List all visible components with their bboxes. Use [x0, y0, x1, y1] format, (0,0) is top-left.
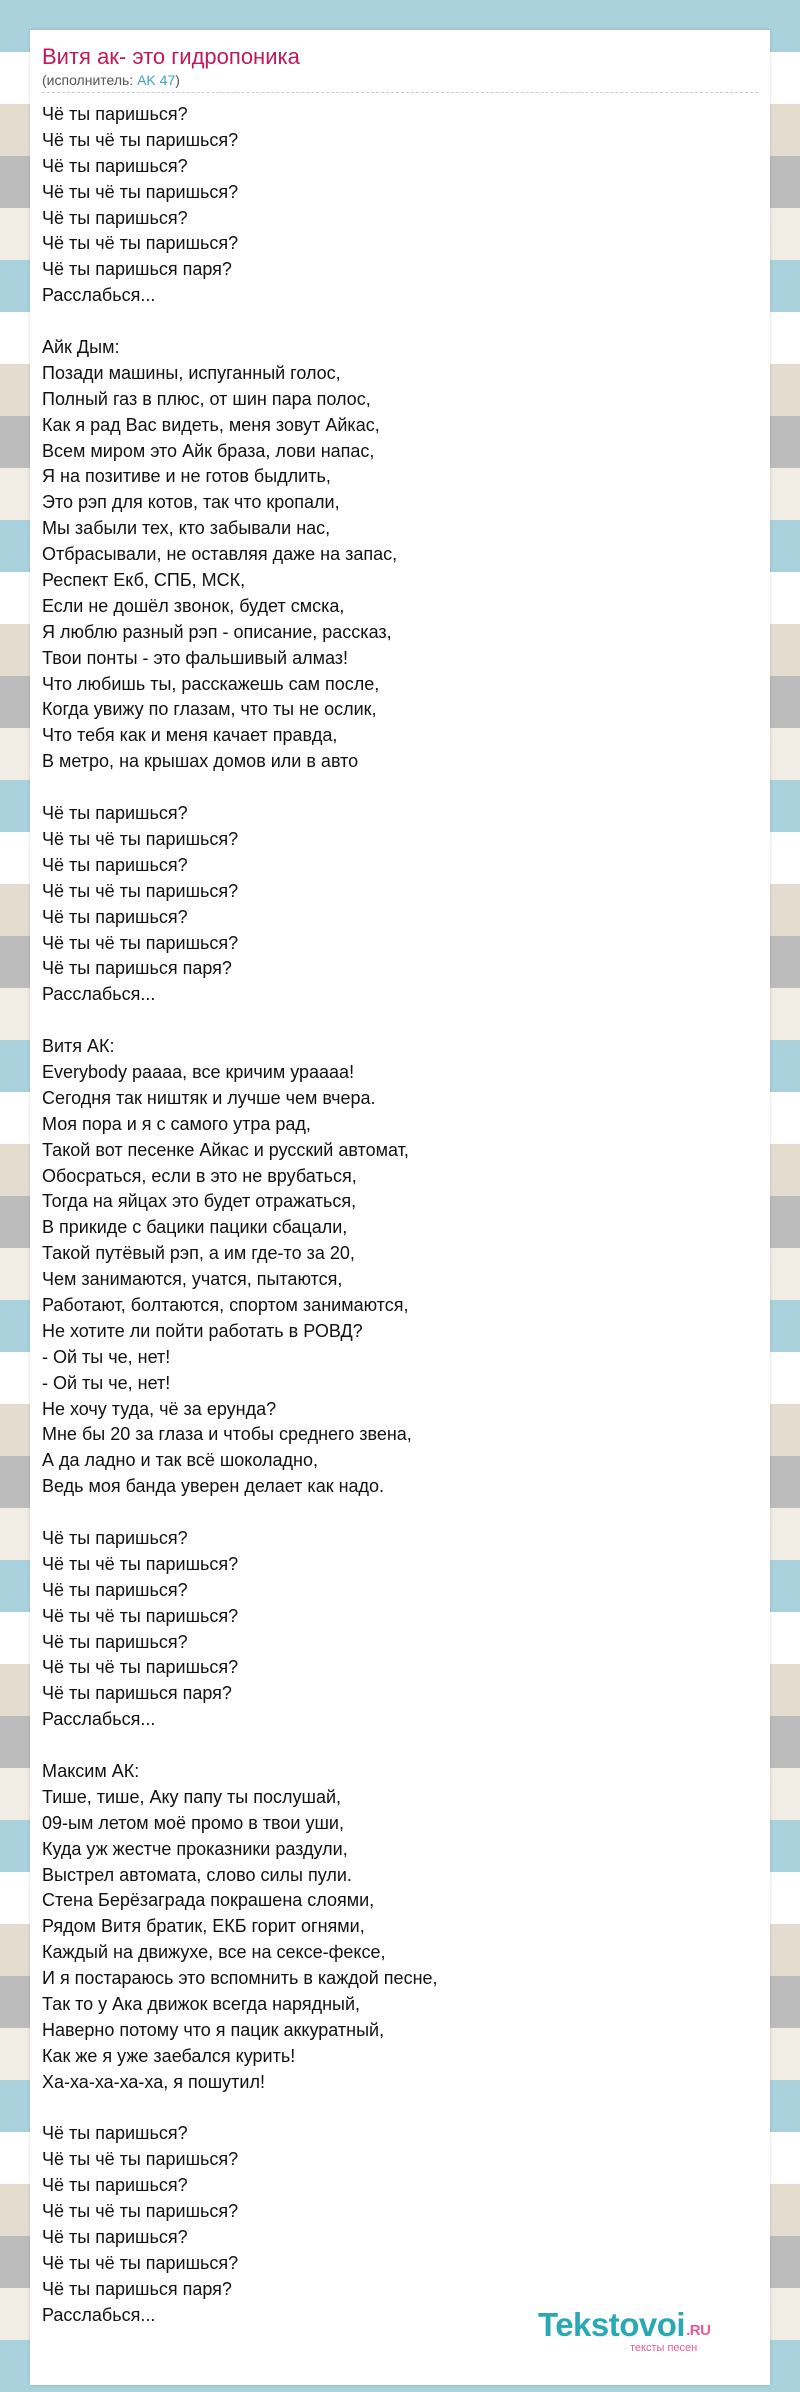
- lyric-line: Позади машины, испуганный голос,: [42, 362, 341, 383]
- lyric-line: Чё ты паришься паря?: [42, 958, 232, 979]
- header-divider: [42, 92, 758, 93]
- lyric-line: Чё ты чё ты паришься?: [42, 828, 239, 849]
- lyric-line: Чё ты паришься?: [42, 2227, 188, 2248]
- lyric-line: Не хотите ли пойти работать в РОВД?: [42, 1320, 363, 1341]
- lyric-line: Чё ты чё ты паришься?: [42, 233, 239, 254]
- lyric-line: Чё ты чё ты паришься?: [42, 1553, 239, 1574]
- lyric-line: Расслабься...: [42, 285, 156, 306]
- lyric-line: Респект Екб, СПБ, МСК,: [42, 570, 246, 591]
- lyric-line: Наверно потому что я пацик аккуратный,: [42, 2019, 385, 2040]
- lyric-line: Когда увижу по глазам, что ты не ослик,: [42, 699, 377, 720]
- lyric-line: Расслабься...: [42, 2304, 156, 2325]
- lyric-blank-line: [42, 309, 758, 335]
- lyric-line: Чё ты паришься?: [42, 854, 188, 875]
- lyric-line: Чё ты паришься?: [42, 1579, 188, 1600]
- lyric-line: Чё ты чё ты паришься?: [42, 2149, 239, 2170]
- lyric-line: Чё ты чё ты паришься?: [42, 1605, 239, 1626]
- lyric-blank-line: [42, 1500, 758, 1526]
- lyric-line: Чё ты чё ты паришься?: [42, 129, 239, 150]
- performer-prefix: (исполнитель:: [42, 72, 138, 88]
- lyric-line: Чё ты паришься?: [42, 1527, 188, 1548]
- lyric-line: Чё ты паришься паря?: [42, 1683, 232, 1704]
- lyric-line: Куда уж жестче проказники раздули,: [42, 1838, 348, 1859]
- lyric-line: Чё ты паришься паря?: [42, 2278, 232, 2299]
- lyric-line: Чё ты паришься паря?: [42, 259, 232, 280]
- lyric-blank-line: [42, 775, 758, 801]
- lyric-line: Чё ты чё ты паришься?: [42, 181, 239, 202]
- lyric-line: Чё ты чё ты паришься?: [42, 1657, 239, 1678]
- lyric-line: Я люблю разный рэп - описание, рассказ,: [42, 621, 392, 642]
- lyric-line: Как же я уже заебался курить!: [42, 2045, 296, 2066]
- lyric-line: Чё ты паришься?: [42, 2123, 188, 2144]
- lyric-line: Чё ты паришься?: [42, 2175, 188, 2196]
- lyric-blank-line: [42, 1733, 758, 1759]
- lyric-line: - Ой ты че, нет!: [42, 1372, 171, 1393]
- lyric-line: Чё ты паришься?: [42, 803, 188, 824]
- lyric-line: Чё ты паришься?: [42, 1631, 188, 1652]
- performer-suffix: ): [175, 72, 180, 88]
- lyric-line: Такой вот песенке Айкас и русский автомат,: [42, 1139, 409, 1160]
- logo-name: Tekstovoi: [538, 2306, 686, 2343]
- lyric-line: Расслабься...: [42, 1709, 156, 1730]
- lyric-line: Выстрел автомата, слово силы пули.: [42, 1864, 352, 1885]
- lyric-line: Тише, тише, Аку папу ты послушай,: [42, 1786, 342, 1807]
- lyric-line: Стена Берёзаграда покрашена слоями,: [42, 1890, 375, 1911]
- lyric-line: Чё ты паришься?: [42, 104, 188, 124]
- lyric-line: Я на позитиве и не готов быдлить,: [42, 466, 331, 487]
- lyric-line: Что тебя как и меня качает правда,: [42, 725, 338, 746]
- lyric-line: - Ой ты че, нет!: [42, 1346, 171, 1367]
- lyric-line: Всем миром это Айк браза, лови напас,: [42, 440, 375, 461]
- lyric-line: В прикиде с бацики пацики сбацали,: [42, 1217, 348, 1238]
- lyric-line: Ведь моя банда уверен делает как надо.: [42, 1476, 385, 1497]
- lyric-line: Тогда на яйцах это будет отражаться,: [42, 1191, 357, 1212]
- site-logo[interactable]: [538, 2306, 778, 2358]
- lyric-line: Максим АК:: [42, 1761, 140, 1781]
- lyric-line: Моя пора и я с самого утра рад,: [42, 1113, 311, 1134]
- lyric-line: Это рэп для котов, так что кропали,: [42, 492, 340, 513]
- lyric-line: Отбрасывали, не оставляя даже на запас,: [42, 544, 398, 565]
- lyric-line: Чё ты паришься?: [42, 155, 188, 176]
- lyric-line: Сегодня так ништяк и лучше чем вчера.: [42, 1087, 376, 1108]
- lyric-line: Витя АК:: [42, 1036, 115, 1057]
- song-title: Витя ак- это гидропоника: [42, 44, 300, 69]
- lyric-line: И я постараюсь это вспомнить в каждой песне,: [42, 1968, 438, 1989]
- lyric-line: Рядом Витя братик, ЕКБ горит огнями,: [42, 1916, 365, 1937]
- lyric-line: Чё ты чё ты паришься?: [42, 880, 239, 901]
- lyric-line: Чем занимаются, учатся, пытаются,: [42, 1269, 343, 1290]
- lyric-line: 09-ым летом моё промо в твои уши,: [42, 1812, 344, 1833]
- lyrics-card: [30, 30, 770, 2385]
- lyric-line: Что любишь ты, расскажешь сам после,: [42, 673, 380, 694]
- lyric-line: Если не дошёл звонок, будет смска,: [42, 595, 345, 616]
- lyric-line: Расслабься...: [42, 984, 156, 1005]
- lyric-line: Мы забыли тех, кто забывали нас,: [42, 518, 331, 539]
- lyric-line: Чё ты паришься?: [42, 207, 188, 228]
- performer-line: [42, 71, 180, 89]
- lyric-line: Чё ты чё ты паришься?: [42, 932, 239, 953]
- lyric-line: Как я рад Вас видеть, меня зовут Айкас,: [42, 414, 380, 435]
- lyric-line: Обосраться, если в это не врубаться,: [42, 1165, 357, 1186]
- lyric-line: Такой путёвый рэп, а им где-то за 20,: [42, 1243, 355, 1264]
- lyric-line: Чё ты паришься?: [42, 906, 188, 927]
- lyric-line: Каждый на движухе, все на сексе-фексе,: [42, 1942, 386, 1963]
- lyric-line: Так то у Ака движок всегда нарядный,: [42, 1994, 361, 2015]
- lyric-line: Айк Дым:: [42, 337, 120, 358]
- lyric-line: Твои понты - это фальшивый алмаз!: [42, 647, 349, 668]
- lyric-line: Работают, болтаются, спортом занимаются,: [42, 1294, 409, 1315]
- lyric-blank-line: [42, 2096, 758, 2122]
- lyric-line: Ха-ха-ха-ха-ха, я пошутил!: [42, 2071, 265, 2092]
- performer-link[interactable]: AK 47: [137, 72, 176, 88]
- lyric-line: Полный газ в плюс, от шин пара полос,: [42, 388, 371, 409]
- logo-tld: .RU: [686, 2322, 711, 2339]
- lyric-line: Мне бы 20 за глаза и чтобы среднего звена,: [42, 1424, 412, 1445]
- lyric-line: Чё ты чё ты паришься?: [42, 2201, 239, 2222]
- lyric-line: В метро, на крышах домов или в авто: [42, 751, 359, 772]
- lyrics-text: [42, 102, 758, 2329]
- logo-tagline: тексты песен: [630, 2342, 698, 2354]
- lyric-line: Everybody раааа, все кричим ураааа!: [42, 1061, 355, 1082]
- lyric-blank-line: [42, 1008, 758, 1034]
- lyric-line: Чё ты чё ты паришься?: [42, 2252, 239, 2273]
- lyric-line: Не хочу туда, чё за ерунда?: [42, 1398, 277, 1419]
- lyric-line: А да ладно и так всё шоколадно,: [42, 1450, 318, 1471]
